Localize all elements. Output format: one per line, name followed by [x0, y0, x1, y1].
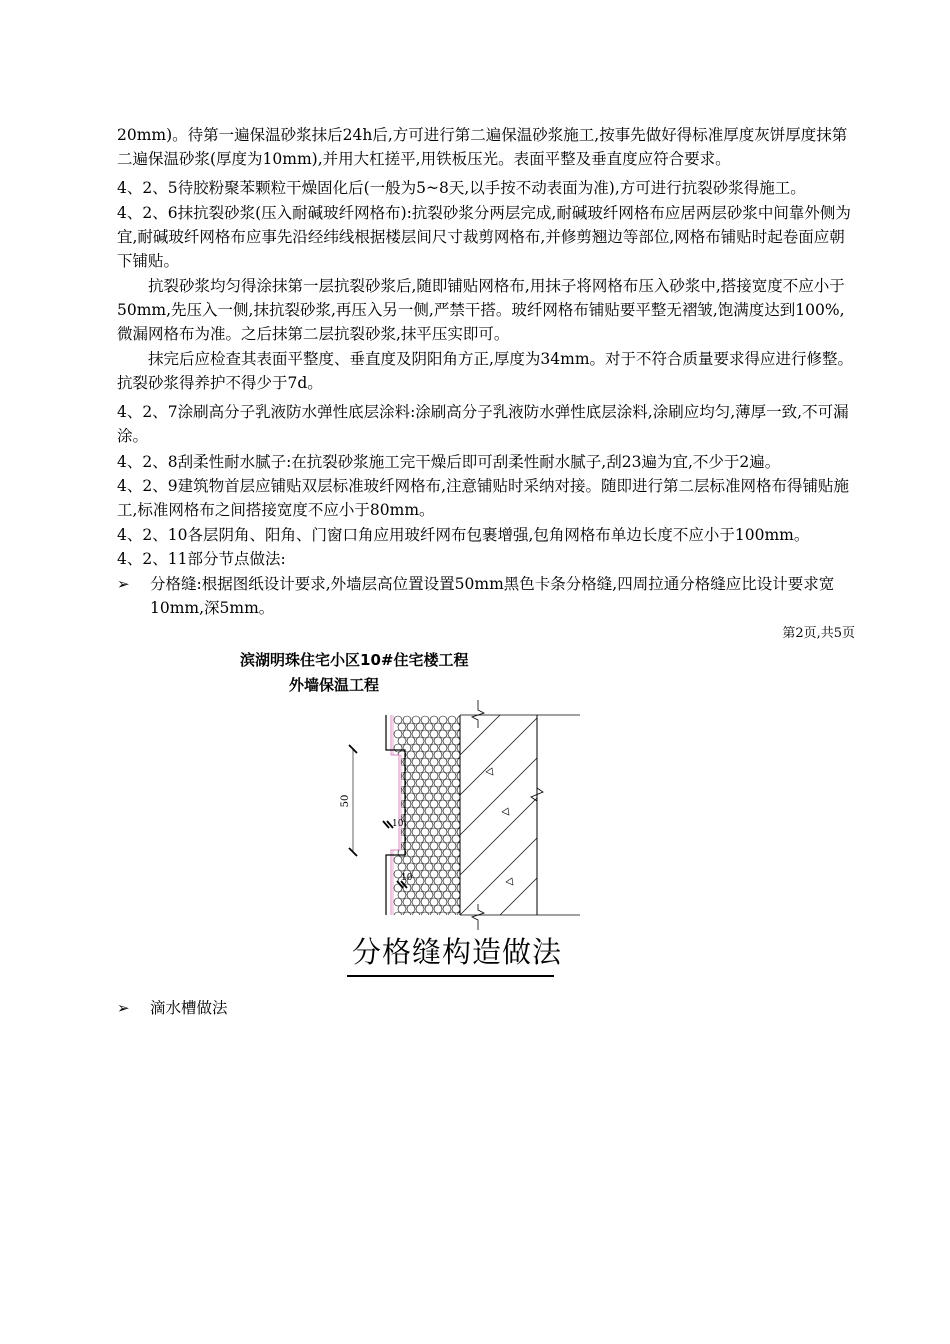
- break-line-bottom: [472, 904, 484, 930]
- paragraph-mesh-laying: 抗裂砂浆均匀得涂抹第一层抗裂砂浆后,随即铺贴网格布,用抹子将网格布压入砂浆中,搭接宽度不应小于50mm,先压入一侧,抹抗裂砂浆,再压入另一侧,严禁干搭。玻纤网格布铺贴要平整无褶皱,饱满度达到100%,微漏网格布为准。之后抹第二层抗裂砂浆,抹平压实即可。: [117, 277, 845, 343]
- paragraph-4-2-11: 4、2、11部分节点做法:: [117, 550, 286, 568]
- paragraph-4-2-8: 4、2、8刮柔性耐水腻子:在抗裂砂浆施工完干燥后即可刮柔性耐水腻子,刮23遍为宜,不少于2遍。: [117, 453, 781, 471]
- dimension-label-10-upper: 10: [392, 819, 404, 829]
- paragraph-4-2-5: 4、2、5待胶粉聚苯颗粒干燥固化后(一般为5~8天,以手按不动表面为准),方可进行抗裂砂浆得施工。: [117, 179, 806, 197]
- page-number: 第2页,共5页: [782, 626, 855, 641]
- project-subtitle: 外墙保温工程: [289, 676, 380, 694]
- bullet-text-joint: 分格缝:根据图纸设计要求,外墙层高位置设置50mm黑色卡条分格缝,四周拉通分格缝应比设计要求宽10mm,深5mm。: [150, 575, 835, 617]
- paragraph-inspection: 抹完后应检查其表面平整度、垂直度及阴阳角方正,厚度为34mm。对于不符合质量要求得应进行修整。抗裂砂浆得养护不得少于7d。: [117, 350, 854, 392]
- project-title: 滨湖明珠住宅小区10#住宅楼工程: [240, 651, 469, 669]
- paragraph-4-2-6: 4、2、6抹抗裂砂浆(压入耐碱玻纤网格布):抗裂砂浆分两层完成,耐碱玻纤网格布应居两层砂浆中间靠外侧为宜,耐碱玻纤网格布应事先沿经纬线根据楼层间尺寸裁剪网格布,并修剪翘边等部位,网格布铺贴时起卷面应朝下铺贴。: [117, 204, 851, 270]
- bullet-arrow-icon: ➢: [117, 999, 130, 1017]
- break-line-top: [472, 700, 484, 728]
- dimension-label-10-lower: 10: [401, 873, 413, 883]
- paragraph-insulation-second-coat: 20mm)。待第一遍保温砂浆抹后24h后,方可进行第二遍保温砂浆施工,按事先做好得标准厚度灰饼厚度抹第二遍保温砂浆(厚度为10mm),并用大杠搓平,用铁板压光。表面平整及垂直度应符合要求。: [117, 126, 848, 168]
- concrete-wall: [460, 715, 537, 915]
- bullet-text-drip: 滴水槽做法: [150, 999, 228, 1017]
- joint-detail-drawing: [330, 700, 590, 930]
- caption-underline: [347, 975, 554, 977]
- paragraph-4-2-10: 4、2、10各层阴角、阳角、门窗口角应用玻纤网布包裹增强,包角网格布单边长度不应小于100mm。: [117, 526, 810, 544]
- dimension-label-50: 50: [340, 794, 351, 808]
- drawing-caption: 分格缝构造做法: [352, 935, 563, 969]
- paragraph-4-2-9: 4、2、9建筑物首层应铺贴双层标准玻纤网格布,注意铺贴时采纳对接。随即进行第二层标准网格布得铺贴施工,标准网格布之间搭接宽度不应小于80mm。: [117, 477, 850, 519]
- paragraph-4-2-7: 4、2、7涂刷高分子乳液防水弹性底层涂料:涂刷高分子乳液防水弹性底层涂料,涂刷应均匀,薄厚一致,不可漏涂。: [117, 403, 849, 445]
- bullet-arrow-icon: ➢: [117, 575, 130, 593]
